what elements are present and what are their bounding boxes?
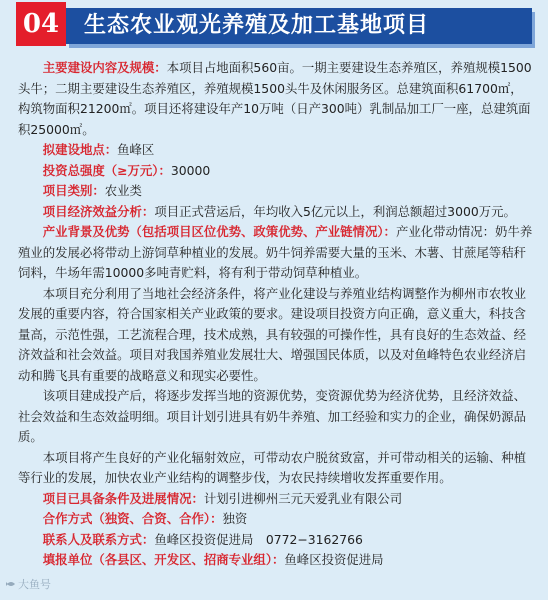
detail-construction-scale (18, 58, 534, 140)
detail-economic-benefit (18, 202, 534, 223)
section-number-badge: 04 (16, 2, 66, 46)
detail-label: 主要建设内容及规模： (42, 60, 167, 75)
detail-value: 计划引进柳州三元天爱乳业有限公司 (203, 490, 403, 506)
detail-value: 独资 (222, 511, 248, 526)
detail-location (18, 140, 534, 161)
detail-label: 合作方式（独资、合资、合作）： (42, 511, 223, 526)
detail-label: 产业背景及优势（包括项目区位优势、政策优势、产业链情况）： (42, 224, 396, 239)
page-title: 生态农业观光养殖及加工基地项目 (66, 8, 532, 44)
detail-label: 填报单位（各县区、开发区、招商专业组）： (42, 552, 285, 567)
detail-progress (18, 489, 534, 510)
detail-value: 产业化带动情况：奶牛养殖业的发展必将带动上游饲草种植业的发展。奶牛饲养需要大量的玉米、木薯、甘蔗尾等秸秆饲料，牛场年需10000多吨青贮料，将有利于带动饲草种植业。 (18, 224, 533, 280)
watermark (6, 576, 51, 592)
detail-cooperation (18, 509, 534, 530)
fish-logo-icon (6, 579, 16, 589)
detail-investment (18, 161, 534, 182)
detail-value: 鱼峰区投资促进局 0772−3162766 (154, 531, 363, 547)
detail-value: 鱼峰区 (117, 142, 155, 157)
detail-value: 本项目占地面积560亩。一期主要建设生态养殖区，养殖规模1500头牛；二期主要建设生态养殖区，养殖规模1500头牛及休闲服务区。总建筑面积61700㎡，构筑物面积21200㎡。项目还将建设年产10万吨（日产300吨）乳制品加工厂一座，总建筑面积25000㎡。 (18, 60, 532, 137)
detail-value: 农业类 (104, 183, 142, 198)
detail-label: 联系人及联系方式： (42, 531, 155, 547)
detail-value: 鱼峰区投资促进局 (284, 552, 384, 567)
watermark-text: 大鱼号 (18, 578, 51, 591)
detail-industry-background (18, 222, 534, 284)
body-paragraph: 本项目充分利用了当地社会经济条件，将产业化建设与养殖业结构调整作为柳州市农牧业发展的重要内容，符合国家相关产业政策的要求。建设项目投资方向正确，意义重大，科技含量高，示范性强，工艺流程合理，技术成熟，具有较强的可操作性，具有良好的生态效益、经济效益和社会效益。项目对我国养殖业发展壮大、增强国民体质，以及对鱼峰特色农业经济启动和腾飞具有重要的战略意义和现实必要性。 (18, 285, 527, 383)
body-paragraph: 该项目建成投产后，将逐步发挥当地的资源优势，变资源优势为经济优势，且经济效益、社会效益和生态效益明细。项目计划引进具有奶牛养殖、加工经验和实力的企业，确保奶源品质。 (18, 388, 527, 444)
detail-value: 项目正式营运后，年均收入5亿元以上，利润总额超过3000万元。 (154, 203, 516, 219)
detail-category (18, 181, 534, 202)
detail-contact (18, 530, 534, 551)
detail-label: 项目类别： (42, 183, 105, 198)
detail-label: 投资总强度（≥万元）： (42, 162, 171, 178)
project-details (18, 58, 534, 571)
detail-label: 项目经济效益分析： (42, 203, 155, 219)
detail-reporting-unit (18, 550, 534, 571)
detail-value: 30000 (170, 162, 211, 178)
detail-label: 项目已具备条件及进展情况： (42, 490, 204, 506)
detail-label: 拟建设地点： (42, 142, 118, 157)
body-paragraph: 本项目将产生良好的产业化辐射效应，可带动农户脱贫致富，并可带动相关的运输、种植等行业的发展，加快农业产业结构的调整步伐，为农民持续增收发挥重要作用。 (18, 449, 527, 485)
